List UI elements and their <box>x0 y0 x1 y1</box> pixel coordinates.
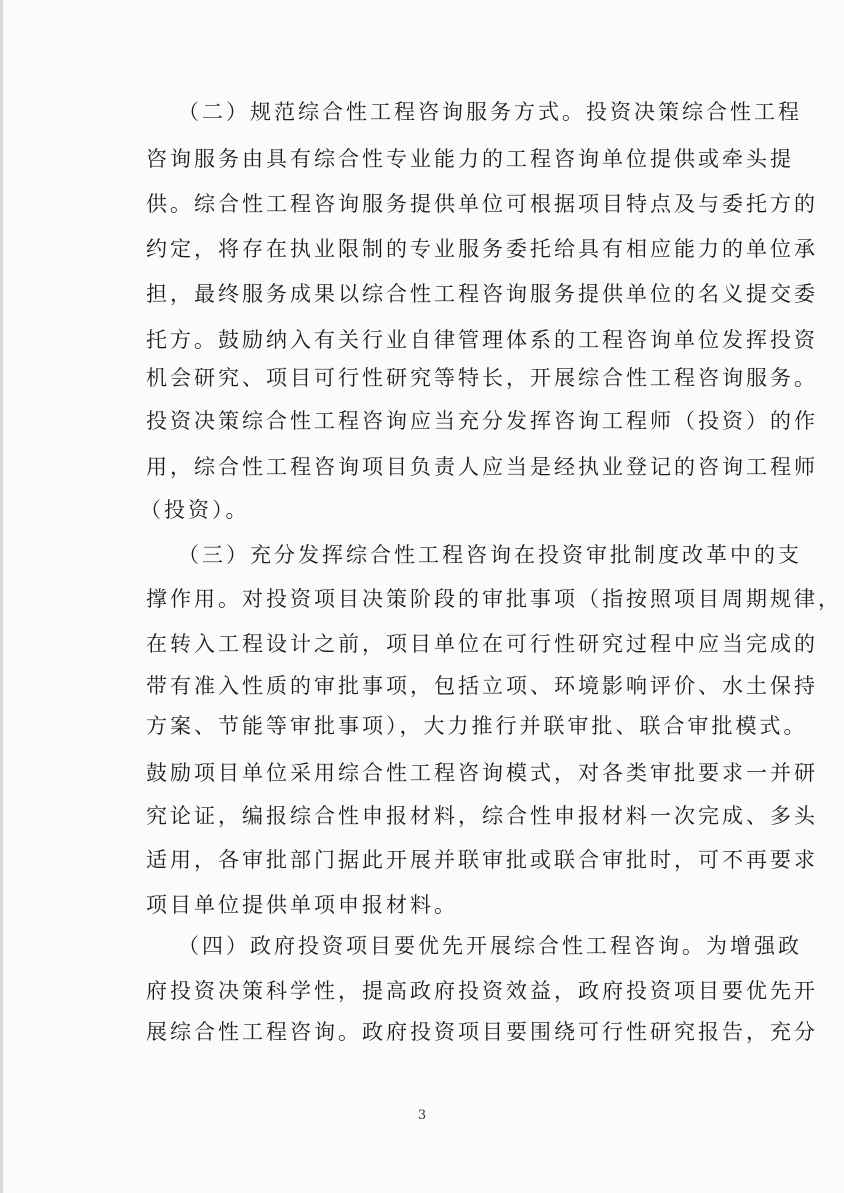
paragraph-line: （三）充分发挥综合性工程咨询在投资审批制度改革中的支 <box>178 543 802 567</box>
paragraph-line: 用，综合性工程咨询项目负责人应当是经执业登记的咨询工程师 <box>146 455 818 479</box>
paragraph-line: 究论证，编报综合性申报材料，综合性申报材料一次完成、多头 <box>146 804 818 828</box>
paragraph-line: （投资）。 <box>140 498 250 522</box>
paragraph-line: （二）规范综合性工程咨询服务方式。投资决策综合性工程 <box>178 100 802 124</box>
scan-edge <box>0 0 3 1193</box>
paragraph-line: 担，最终服务成果以综合性工程咨询服务提供单位的名义提交委 <box>146 282 818 306</box>
paragraph-line: 供。综合性工程咨询服务提供单位可根据项目特点及与委托方的 <box>146 192 818 216</box>
paragraph-line: 咨询服务由具有综合性专业能力的工程咨询单位提供或牵头提 <box>146 147 794 171</box>
paragraph-line: 约定，将存在执业限制的专业服务委托给具有相应能力的单位承 <box>146 237 818 261</box>
paragraph-line: 府投资决策科学性，提高政府投资效益，政府投资项目要优先开 <box>146 979 818 1003</box>
paragraph-line: 项目单位提供单项申报材料。 <box>146 893 458 917</box>
paragraph-line: 适用，各审批部门据此开展并联审批或联合审批时，可不再要求 <box>146 848 818 872</box>
paragraph-line: 投资决策综合性工程咨询应当充分发挥咨询工程师（投资）的作 <box>146 409 818 433</box>
paragraph-line: 托方。鼓励纳入有关行业自律管理体系的工程咨询单位发挥投资 <box>146 328 818 352</box>
paragraph-line: 带有准入性质的审批事项，包括立项、环境影响评价、水土保持 <box>146 674 818 698</box>
paragraph-line: 在转入工程设计之前，项目单位在可行性研究过程中应当完成的 <box>146 632 818 656</box>
paragraph-line: 展综合性工程咨询。政府投资项目要围绕可行性研究报告，充分 <box>146 1020 818 1044</box>
paragraph-line: 鼓励项目单位采用综合性工程咨询模式，对各类审批要求一并研 <box>146 761 818 785</box>
page-number: 3 <box>417 1108 427 1123</box>
paragraph-line: 机会研究、项目可行性研究等特长，开展综合性工程咨询服务。 <box>146 366 818 390</box>
paragraph-line: 方案、节能等审批事项），大力推行并联审批、联合审批模式。 <box>146 714 808 738</box>
paragraph-line: （四）政府投资项目要优先开展综合性工程咨询。为增强政 <box>178 934 802 958</box>
paragraph-line: 撑作用。对投资项目决策阶段的审批事项（指按照项目周期规律， <box>146 587 842 611</box>
